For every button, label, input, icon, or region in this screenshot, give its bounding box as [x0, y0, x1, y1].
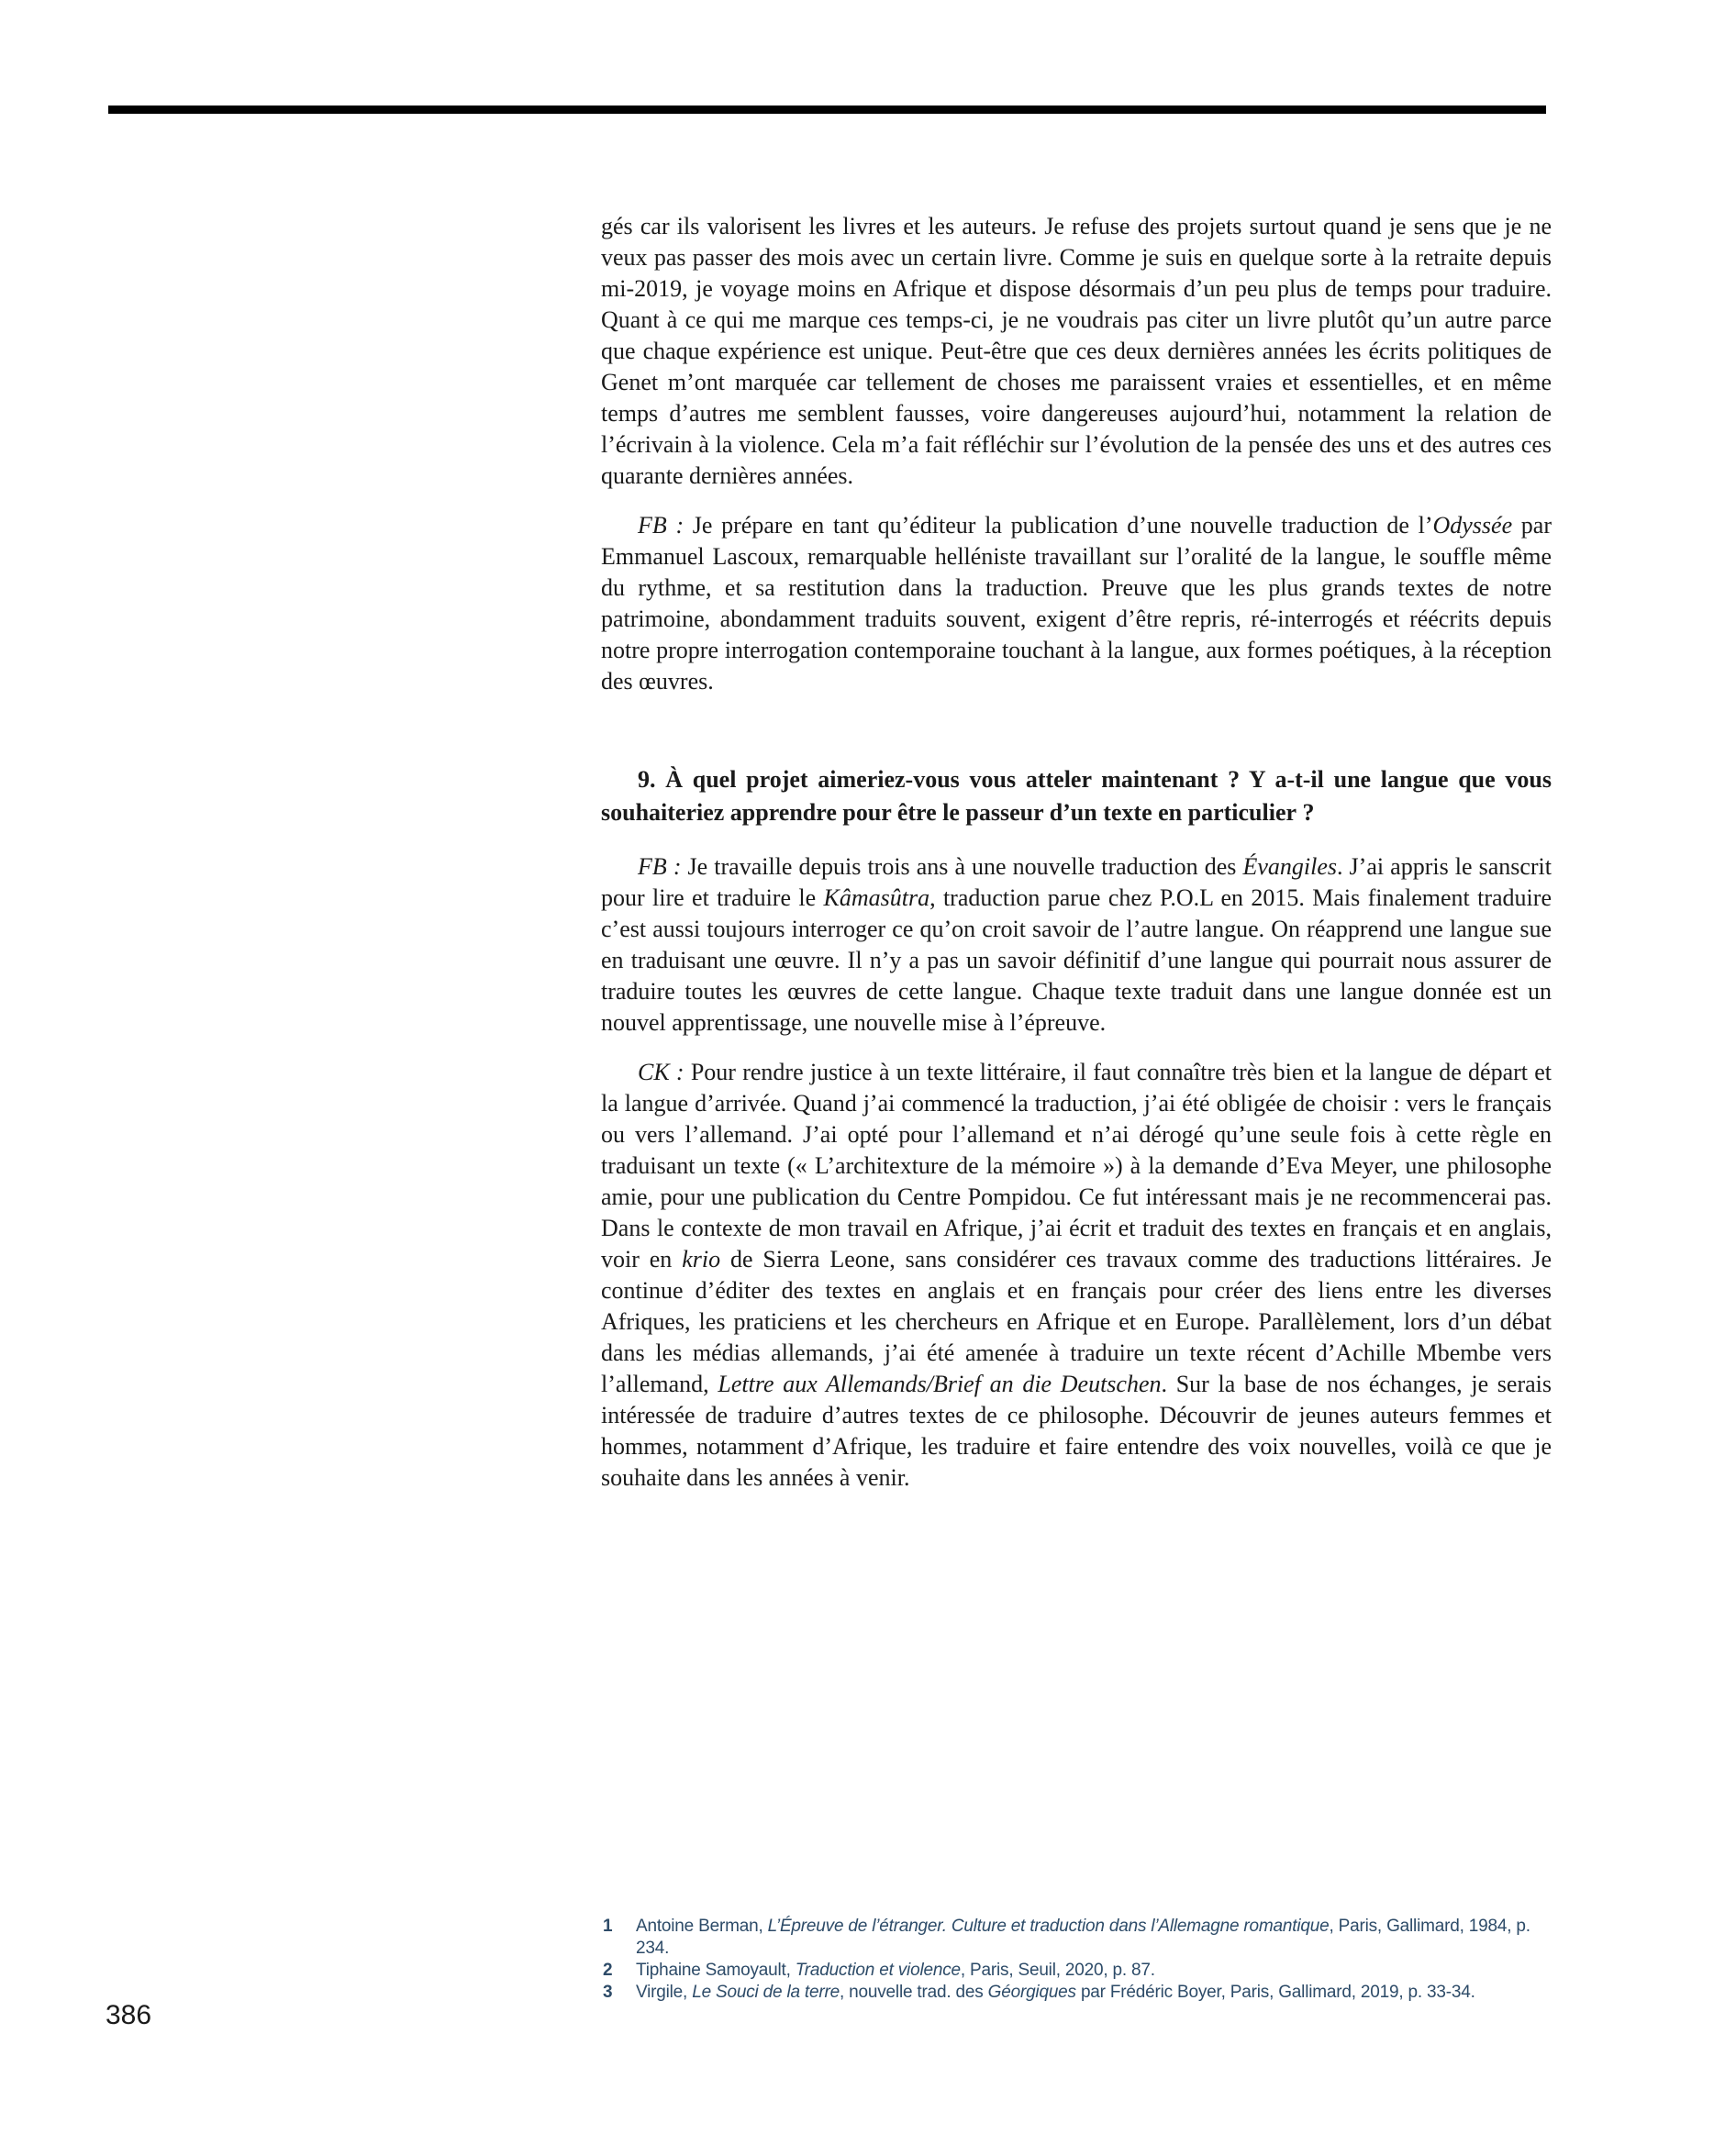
- text-run: Je prépare en tant qu’éditeur la publication d’une nouvelle traduction de l’: [692, 512, 1433, 539]
- question-heading: 9. À quel projet aimeriez-vous vous atteler maintenant ? Y a-t-il une langue que vous souhaiteriez apprendre pour être le passeur d’un texte en particulier ?: [601, 766, 1552, 826]
- text-run: . J’ai appris le sanscrit pour lire et traduire le: [601, 853, 1552, 911]
- text-run: , nouvelle trad. des: [840, 1983, 988, 2002]
- text-column: [601, 211, 1552, 1494]
- text-run: Pour rendre justice à un texte littéraire, il faut connaître très bien et la langue de départ et la langue d’arrivée. Quand j’ai commencé la traduction, j’ai été obligée de choisir : vers le français ou vers l’allemand. J’ai opté pour l’allemand et n’ai dérogé qu’une seule fois à cette règle en traduisant un texte (« L’architexture de la mémoire ») à la demande d’Eva Meyer, une philosophe amie, pour une publication du Centre Pompidou. Ce fut intéressant mais je ne recommencerai pas. Dans le contexte de mon travail en Afrique, j’ai écrit et traduit des textes en français et en anglais, voir en: [601, 1059, 1552, 1272]
- italic-text: CK :: [638, 1059, 691, 1085]
- text-run: Tiphaine Samoyault,: [636, 1961, 796, 1980]
- footnote-number: 1: [603, 1917, 613, 1936]
- italic-text: Kâmasûtra: [823, 884, 930, 911]
- text-run: Virgile,: [636, 1983, 693, 2002]
- footnote-text: [636, 1982, 1557, 2004]
- footnote: [603, 1916, 1557, 1960]
- italic-text: L’Épreuve de l’étranger. Culture et traduction dans l’Allemagne romantique: [767, 1917, 1330, 1936]
- footnote-text: [636, 1960, 1557, 1982]
- italic-text: Odyssée: [1432, 512, 1513, 539]
- text-run: Antoine Berman,: [636, 1917, 768, 1936]
- text-run: par Frédéric Boyer, Paris, Gallimard, 2019, p. 33-34.: [1075, 1983, 1475, 2002]
- text-run: , traduction parue chez P.O.L en 2015. Mais finalement traduire c’est aussi toujours interroger ce qu’on croit savoir de l’autre langue. On réapprend une langue sue en traduisant une œuvre. Il n’y a pas un savoir définitif d’une langue qui pourrait nous assurer de traduire toutes les œuvres de cette langue. Chaque texte traduit dans une langue donnée est un nouvel apprentissage, une nouvelle mise à l’épreuve.: [601, 884, 1552, 1036]
- text-run: gés car ils valorisent les livres et les auteurs. Je refuse des projets surtout quand je sens que je ne veux pas passer des mois avec un certain livre. Comme je suis en quelque sorte à la retraite depuis mi-2019, je voyage moins en Afrique et dispose désormais d’un peu plus de temps pour traduire. Quant à ce qui me marque ces temps-ci, je ne voudrais pas citer un livre plutôt qu’un autre parce que chaque expérience est unique. Peut-être que ces deux dernières années les écrits politiques de Genet m’ont marquée car tellement de choses me paraissent vraies et essentielles, et en même temps d’autres me semblent fausses, voire dangereuses aujourd’hui, notamment la relation de l’écrivain à la violence. Cela m’a fait réfléchir sur l’évolution de la pensée des uns et des autres ces quarante dernières années.: [601, 213, 1552, 489]
- italic-text: Évangiles: [1242, 853, 1337, 880]
- footnote-number: 3: [603, 1983, 613, 2002]
- body-paragraph: [601, 510, 1552, 697]
- text-run: Je travaille depuis trois ans à une nouvelle traduction des: [687, 853, 1243, 880]
- italic-text: FB :: [638, 512, 693, 539]
- body-paragraph: [601, 211, 1552, 492]
- body-paragraph: [601, 851, 1552, 1039]
- footnote: [603, 1960, 1557, 1982]
- text-run: . Sur la base de nos échanges, je serais intéressée de traduire d’autres textes de ce philosophe. Découvrir de jeunes auteurs femmes et hommes, notamment d’Afrique, les traduire et faire entendre des voix nouvelles, voilà ce que je souhaite dans les années à venir.: [601, 1371, 1552, 1491]
- italic-text: FB :: [638, 853, 688, 880]
- footnote: [603, 1982, 1557, 2004]
- top-rule: [108, 106, 1546, 114]
- italic-text: krio: [682, 1246, 721, 1272]
- italic-text: Le Souci de la terre: [692, 1983, 840, 2002]
- body-paragraph: [601, 1057, 1552, 1494]
- footnotes: [603, 1916, 1557, 2004]
- footnote-number: 2: [603, 1961, 613, 1980]
- text-run: , Paris, Gallimard, 1984, p. 234.: [636, 1917, 1530, 1958]
- text-run: , Paris, Seuil, 2020, p. 87.: [960, 1961, 1155, 1980]
- text-run: par Emmanuel Lascoux, remarquable helléniste travaillant sur l’oralité de la langue, le souffle même du rythme, et sa restitution dans la traduction. Preuve que les plus grands textes de notre patrimoine, abondamment traduits souvent, exigent d’être repris, ré-interrogés et réécrits depuis notre propre interrogation contemporaine touchant à la langue, aux formes poétiques, à la réception des œuvres.: [601, 512, 1552, 695]
- italic-text: Géorgiques: [987, 1983, 1076, 2002]
- footnote-text: [636, 1916, 1557, 1960]
- text-run: de Sierra Leone, sans considérer ces travaux comme des traductions littéraires. Je continue d’éditer des textes en anglais et en français pour créer des liens entre les diverses Afriques, les praticiens et les chercheurs en Afrique et en Europe. Parallèlement, lors d’un débat dans les médias allemands, j’ai été amenée à traduire un texte récent d’Achille Mbembe vers l’allemand,: [601, 1246, 1552, 1397]
- italic-text: Traduction et violence: [795, 1961, 961, 1980]
- italic-text: Lettre aux Allemands/Brief an die Deutschen: [718, 1371, 1162, 1397]
- page-number: 386: [106, 2000, 152, 2030]
